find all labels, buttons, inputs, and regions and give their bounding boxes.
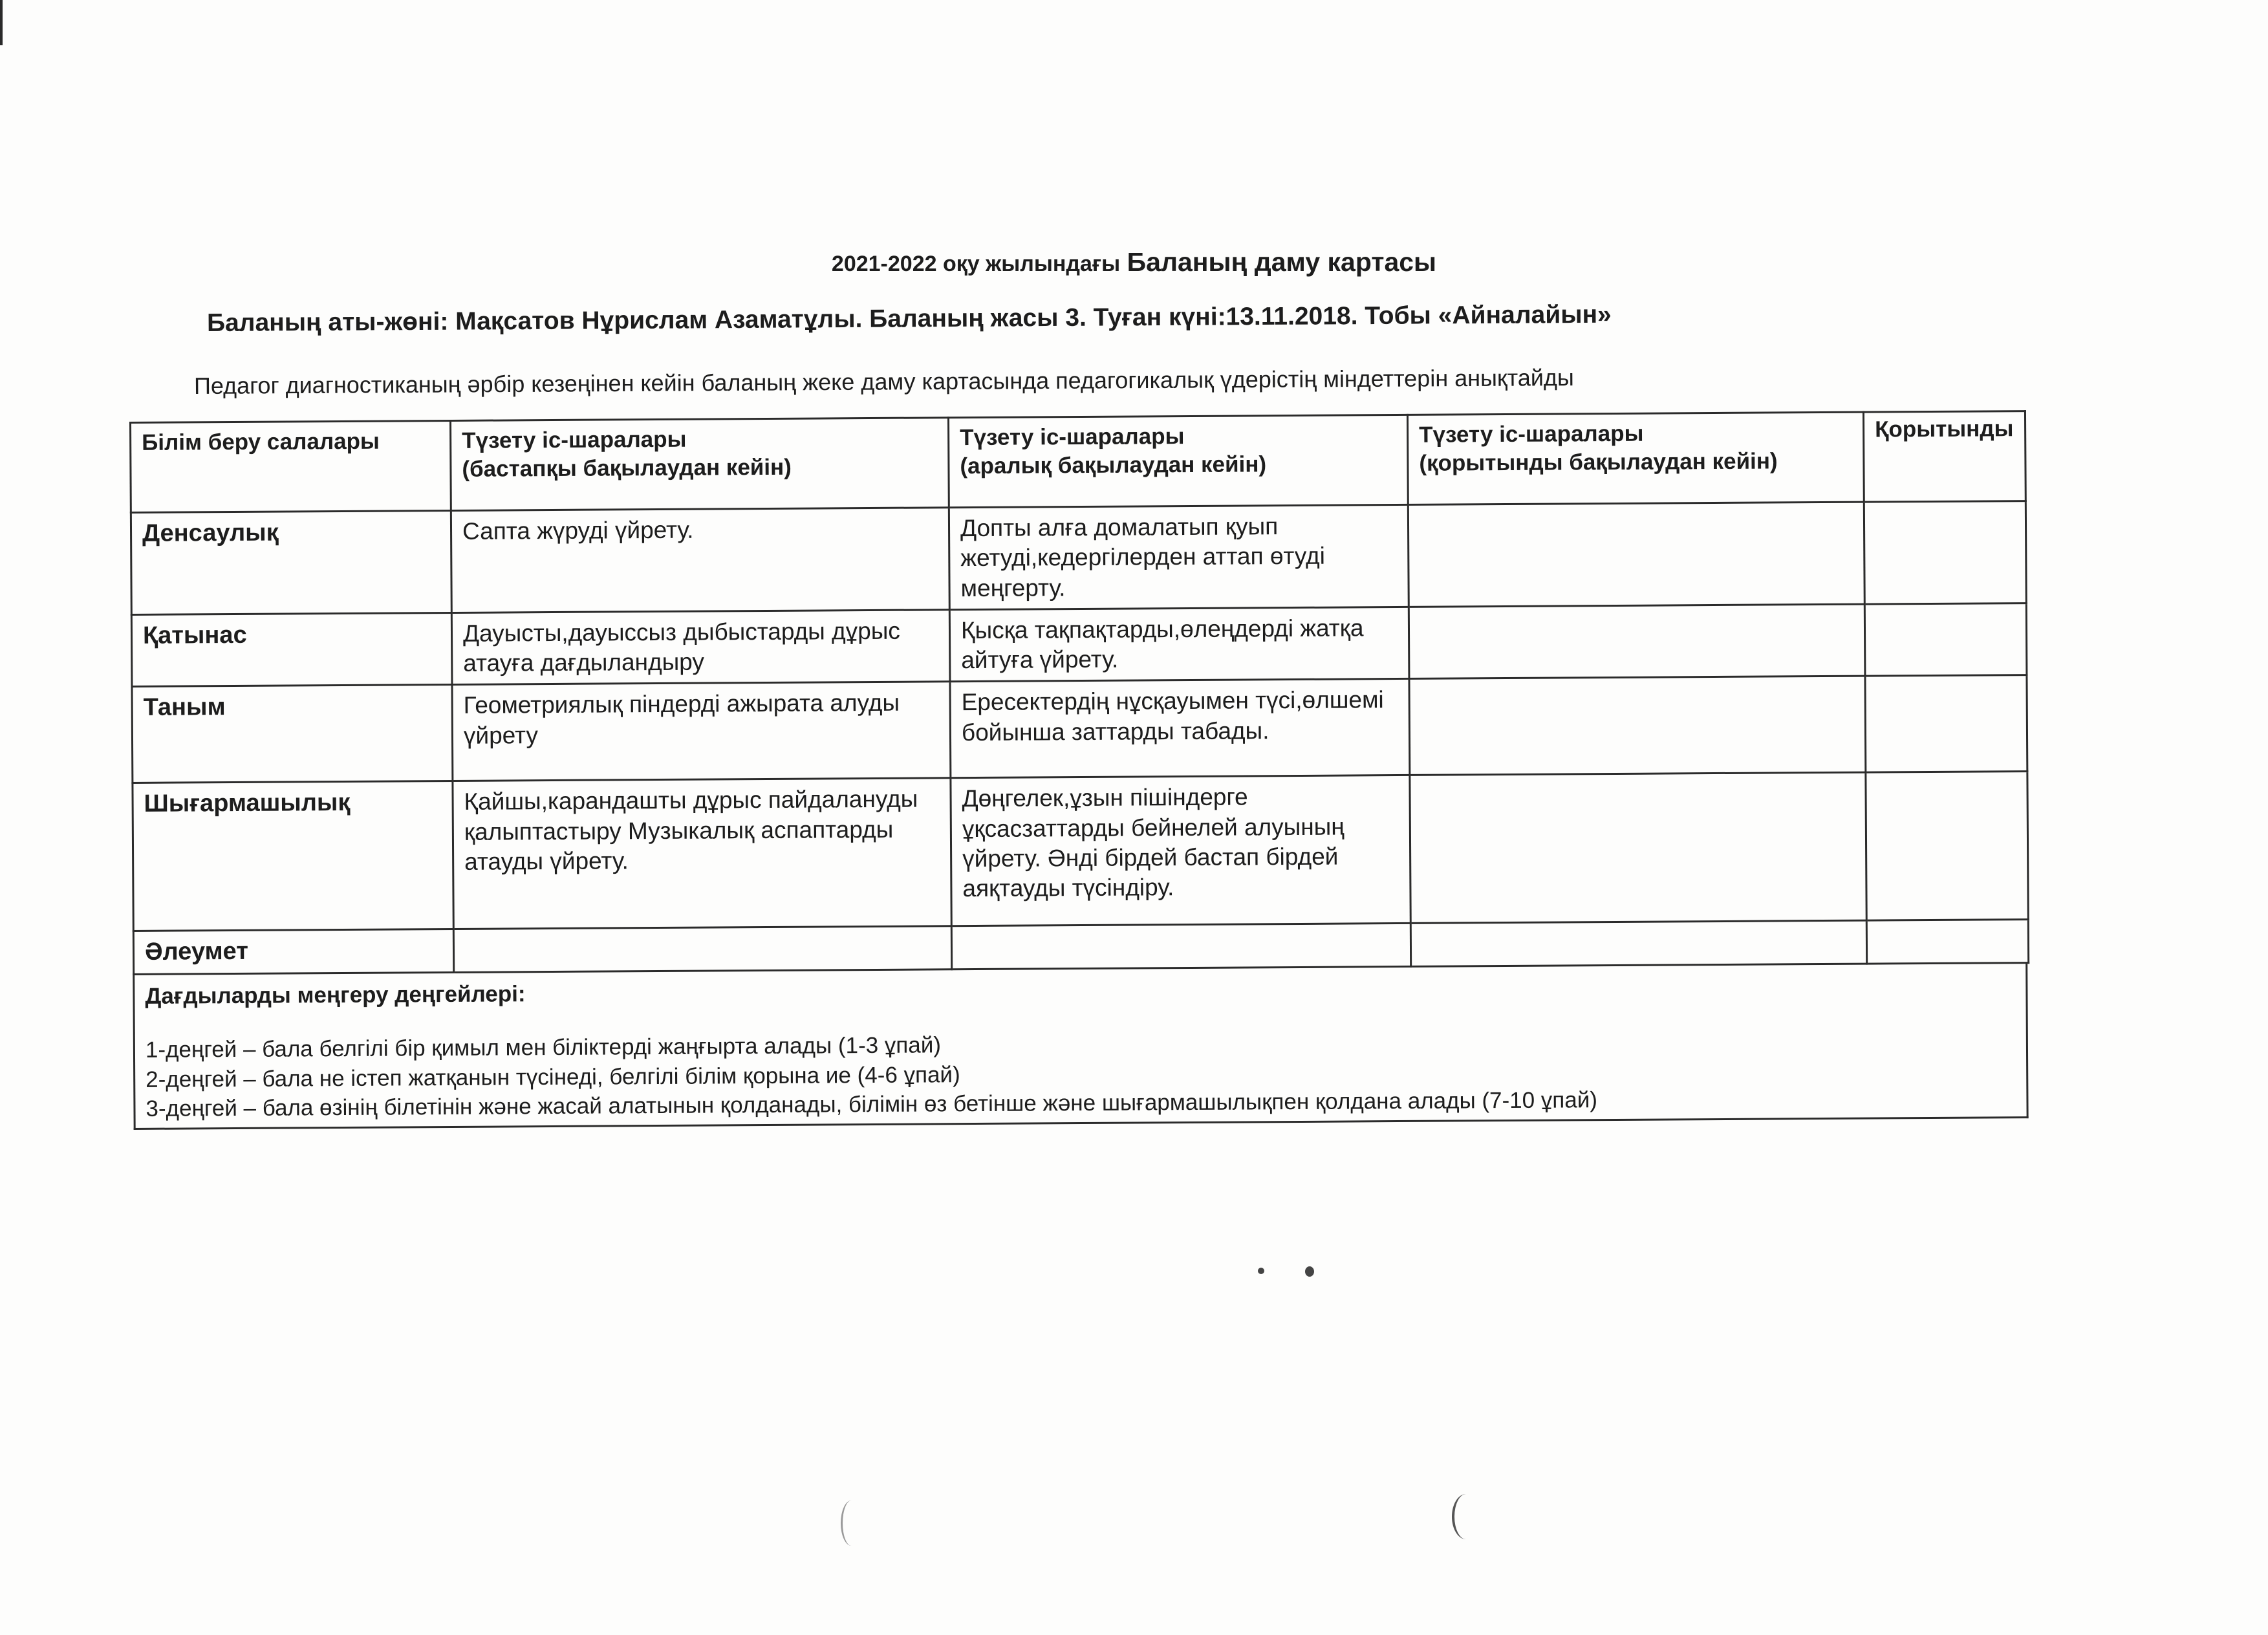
cell-initial: Геометриялық піндерді ажырата алуды үйрету bbox=[452, 682, 951, 781]
table-row bbox=[133, 772, 2028, 931]
table-row bbox=[131, 501, 2026, 615]
development-table bbox=[129, 410, 2029, 975]
header-sublabel: (қорытынды бақылаудан кейін) bbox=[1419, 448, 1778, 476]
header-areas bbox=[131, 420, 451, 512]
header-conclusion bbox=[1863, 411, 2025, 503]
cell-conclusion bbox=[1864, 603, 2027, 676]
pedagog-note: Педагог диагностиканың әрбір кезеңінен кейін баланың жеке даму картасында педагогикалық үдерістің міндеттерін анықтайды bbox=[193, 363, 1574, 399]
cell-final bbox=[1409, 604, 1865, 679]
header-label: Түзету іс-шаралары bbox=[462, 426, 687, 453]
cell-area: Әлеумет bbox=[133, 929, 453, 975]
cell-final bbox=[1409, 676, 1866, 775]
header-intermediate bbox=[948, 415, 1408, 507]
cell-area: Таным bbox=[132, 685, 453, 783]
legend-level-1: 1-деңгей – бала белгілі бір қимыл мен біліктерді жаңғырта алады (1-3 ұпай) bbox=[145, 1032, 942, 1063]
scan-speck bbox=[1305, 1266, 1314, 1277]
header-label: Түзету іс-шаралары bbox=[960, 424, 1185, 451]
header-sublabel: (бастапқы бақылаудан кейін) bbox=[462, 454, 792, 482]
cell-final bbox=[1410, 920, 1866, 966]
table-row bbox=[131, 603, 2027, 686]
skill-levels-legend bbox=[133, 964, 2028, 1130]
header-initial bbox=[450, 418, 949, 511]
table-row bbox=[132, 675, 2027, 783]
cell-area: Денсаулық bbox=[131, 510, 451, 614]
cell-initial: Қайшы,карандашты дұрыс пайдалануды қалыптастыру Музыкалық аспаптарды атауды үйрету. bbox=[453, 778, 951, 929]
scan-edge-mark bbox=[0, 0, 3, 45]
cell-conclusion bbox=[1866, 772, 2028, 921]
cell-conclusion bbox=[1865, 675, 2027, 773]
table-header-row bbox=[131, 411, 2026, 513]
cell-intermediate: Ересектердің нұсқауымен түсі,өлшемі бойынша заттарды табады. bbox=[950, 679, 1410, 778]
header-label: Түзету іс-шаралары bbox=[1419, 420, 1644, 448]
header-final bbox=[1407, 412, 1864, 504]
cell-initial bbox=[453, 926, 951, 972]
cell-area: Шығармашылық bbox=[133, 781, 453, 931]
cell-initial: Дауысты,дауыссыз дыбыстарды дұрыс атауға дағдыландыру bbox=[451, 610, 950, 685]
child-info: Баланың аты-жөні: Мақсатов Нұрислам Азаматұлы. Баланың жасы 3. Туған күні:13.11.2018. Тобы «Айналайын» bbox=[206, 300, 1612, 337]
development-card bbox=[129, 409, 2132, 1120]
cell-area: Қатынас bbox=[131, 612, 452, 687]
title-main: Баланың даму картасы bbox=[1127, 247, 1437, 277]
scan-speck bbox=[1258, 1268, 1264, 1274]
cell-intermediate: Қысқа тақпақтарды,өлеңдерді жатқа айтуға үйрету. bbox=[949, 607, 1409, 682]
cell-intermediate bbox=[951, 924, 1410, 969]
header-label: Білім беру салалары bbox=[142, 428, 380, 455]
cell-conclusion bbox=[1866, 920, 2028, 964]
cell-final bbox=[1410, 772, 1866, 923]
legend-title: Дағдыларды меңгеру деңгейлері: bbox=[145, 981, 526, 1009]
cell-conclusion bbox=[1864, 501, 2026, 604]
cell-intermediate: Допты алға домалатып қуып жетуді,кедергілерден аттап өтуді меңгерту. bbox=[949, 504, 1409, 609]
cell-intermediate: Дөңгелек,ұзын пішіндерге ұқсасзаттарды бейнелей алуының үйрету. Әнді бірдей бастап бірдей аяқтауды түсіндіру. bbox=[951, 775, 1410, 926]
cell-final bbox=[1408, 502, 1864, 607]
scan-artifact bbox=[841, 1500, 862, 1546]
cell-initial: Сапта жүруді үйрету. bbox=[451, 508, 949, 612]
legend-level-2: 2-деңгей – бала не істеп жатқанын түсінеді, белгілі білім қорына ие (4-6 ұпай) bbox=[146, 1061, 960, 1092]
document-title bbox=[0, 247, 2268, 277]
legend-level-3: 3-деңгей – бала өзінің білетінін және жасай алатынын қолданады, білімін өз бетінше және шығармашылықпен қолдана алады (7-10 ұпай) bbox=[146, 1087, 1598, 1122]
header-sublabel: (аралық бақылаудан кейін) bbox=[960, 451, 1267, 479]
header-label: Қорытынды bbox=[1875, 416, 2014, 442]
title-year: 2021-2022 оқу жылындағы bbox=[831, 252, 1121, 276]
scan-artifact bbox=[1452, 1494, 1480, 1539]
